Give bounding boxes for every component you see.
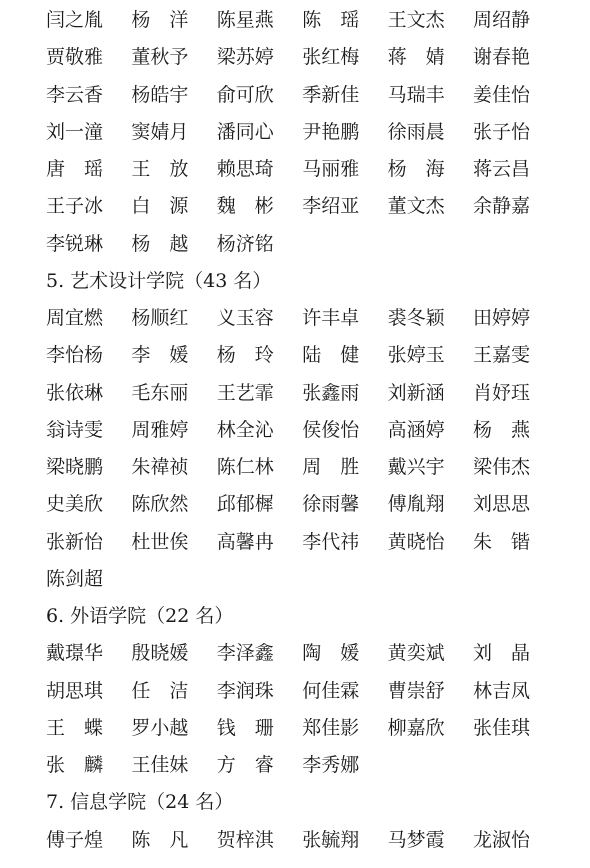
student-name: 王艺霏 xyxy=(216,381,274,404)
name-row xyxy=(0,750,590,780)
student-name: 李代祎 xyxy=(302,530,360,553)
student-name: 史美欣 xyxy=(46,493,104,516)
name-row xyxy=(0,489,590,519)
student-name: 柳嘉欣 xyxy=(387,716,445,739)
student-name: 刘思思 xyxy=(473,493,531,516)
name-row xyxy=(0,713,590,743)
student-name: 陈星燕 xyxy=(216,9,274,31)
student-name: 俞可欣 xyxy=(216,83,274,106)
student-name: 黄晓怡 xyxy=(387,530,445,553)
student-name: 陈仁林 xyxy=(216,456,274,478)
student-name: 王佳妹 xyxy=(131,754,189,776)
student-name: 许丰卓 xyxy=(302,307,360,329)
student-name: 杨 海 xyxy=(387,158,445,180)
student-name: 钱 珊 xyxy=(216,716,274,739)
student-name: 马丽雅 xyxy=(302,158,360,180)
name-row xyxy=(0,117,590,147)
student-name: 李 媛 xyxy=(131,344,189,367)
student-name: 陆 健 xyxy=(302,344,360,367)
section-heading: 7. 信息学院（24 名） xyxy=(46,791,234,814)
student-name: 刘新涵 xyxy=(387,381,445,404)
student-name: 杨济铭 xyxy=(216,232,274,255)
name-row xyxy=(0,564,590,594)
student-name: 张佳琪 xyxy=(473,716,531,739)
name-row xyxy=(0,452,590,482)
name-row xyxy=(0,527,590,557)
student-name: 林全沁 xyxy=(216,418,274,441)
student-name: 郑佳影 xyxy=(302,716,360,739)
student-name: 杨 玲 xyxy=(216,344,274,367)
name-row xyxy=(0,80,590,110)
student-name: 唐 瑶 xyxy=(46,158,104,180)
student-name: 徐雨晨 xyxy=(387,120,445,143)
student-name: 张子怡 xyxy=(473,120,531,143)
student-name: 马梦霞 xyxy=(387,828,445,851)
student-name: 周宜燃 xyxy=(46,307,104,329)
student-name: 闫之胤 xyxy=(46,9,104,31)
student-name: 朱 锴 xyxy=(473,530,531,553)
student-name: 魏 彬 xyxy=(216,195,274,218)
student-name: 陈剑超 xyxy=(46,567,104,590)
name-row xyxy=(0,154,590,184)
student-name: 侯俊怡 xyxy=(302,418,360,441)
student-name: 义玉容 xyxy=(216,307,274,329)
student-name: 窦婧月 xyxy=(131,120,189,143)
student-name: 王文杰 xyxy=(387,9,445,31)
student-name: 殷晓媛 xyxy=(131,642,189,665)
student-name: 戴兴宇 xyxy=(387,456,445,478)
name-row xyxy=(0,42,590,72)
student-name: 贺梓淇 xyxy=(216,828,274,851)
student-name: 傅子煌 xyxy=(46,828,104,851)
student-name: 陈 瑶 xyxy=(302,9,360,31)
student-name: 周雅婷 xyxy=(131,418,189,441)
student-name: 周绍静 xyxy=(473,9,531,31)
name-row xyxy=(0,638,590,668)
student-name: 杨 燕 xyxy=(473,418,531,441)
student-name: 曹崇舒 xyxy=(387,679,445,702)
student-name: 张毓翔 xyxy=(302,828,360,851)
student-name: 张依琳 xyxy=(46,381,104,404)
student-name: 李秀娜 xyxy=(302,754,360,776)
student-name: 裘冬颖 xyxy=(387,307,445,329)
student-name: 龙淑怡 xyxy=(473,828,531,851)
student-name: 马瑞丰 xyxy=(387,83,445,106)
name-row xyxy=(0,676,590,706)
student-name: 肖妤珏 xyxy=(473,381,531,404)
student-name: 高馨冉 xyxy=(216,530,274,553)
student-name: 黄奕斌 xyxy=(387,642,445,665)
student-name: 陈 凡 xyxy=(131,828,189,851)
name-row xyxy=(0,378,590,408)
student-name: 董文杰 xyxy=(387,195,445,218)
name-row xyxy=(0,229,590,259)
student-name: 张婷玉 xyxy=(387,344,445,367)
student-name: 白 源 xyxy=(131,195,189,218)
student-name: 蒋 婧 xyxy=(387,46,445,69)
name-row xyxy=(0,340,590,370)
student-name: 傅胤翔 xyxy=(387,493,445,516)
student-name: 张 麟 xyxy=(46,754,104,776)
student-name: 李云香 xyxy=(46,83,104,106)
student-name: 翁诗雯 xyxy=(46,418,104,441)
student-name: 贾敬雅 xyxy=(46,46,104,69)
student-name: 梁晓鹏 xyxy=(46,456,104,478)
section-heading-row xyxy=(0,787,590,817)
student-name: 谢春艳 xyxy=(473,46,531,69)
student-name: 张鑫雨 xyxy=(302,381,360,404)
student-name: 蒋云昌 xyxy=(473,158,531,180)
student-name: 田婷婷 xyxy=(473,307,531,329)
student-name: 林吉凤 xyxy=(473,679,531,702)
student-name: 李绍亚 xyxy=(302,195,360,218)
student-name: 周 胜 xyxy=(302,456,360,478)
student-name: 毛东丽 xyxy=(131,381,189,404)
student-name: 杨皓宇 xyxy=(131,83,189,106)
name-row xyxy=(0,825,590,855)
student-name: 胡思琪 xyxy=(46,679,104,702)
name-row xyxy=(0,303,590,333)
student-name: 潘同心 xyxy=(216,120,274,143)
student-name: 戴璟华 xyxy=(46,642,104,665)
student-name: 梁苏婷 xyxy=(216,46,274,69)
student-name: 李泽鑫 xyxy=(216,642,274,665)
student-name: 赖思琦 xyxy=(216,158,274,180)
section-heading-row xyxy=(0,601,590,631)
student-name: 王 放 xyxy=(131,158,189,180)
student-name: 王 蝶 xyxy=(46,716,104,739)
student-name: 杜世俟 xyxy=(131,530,189,553)
student-name: 邱郁樨 xyxy=(216,493,274,516)
student-name: 任 洁 xyxy=(131,679,189,702)
student-name: 余静嘉 xyxy=(473,195,531,218)
student-name: 尹艳鹏 xyxy=(302,120,360,143)
student-name: 李锐琳 xyxy=(46,232,104,255)
student-name: 何佳霖 xyxy=(302,679,360,702)
student-name: 刘一潼 xyxy=(46,120,104,143)
section-heading-row xyxy=(0,266,590,296)
student-name: 刘 晶 xyxy=(473,642,531,665)
student-name: 方 睿 xyxy=(216,754,274,776)
section-heading: 6. 外语学院（22 名） xyxy=(46,605,234,627)
student-name: 季新佳 xyxy=(302,83,360,106)
name-row xyxy=(0,191,590,221)
student-name: 杨 越 xyxy=(131,232,189,255)
student-name: 徐雨馨 xyxy=(302,493,360,516)
student-name: 张红梅 xyxy=(302,46,360,69)
name-row xyxy=(0,415,590,445)
student-name: 罗小越 xyxy=(131,716,189,739)
student-name: 杨 洋 xyxy=(131,9,189,31)
student-name: 董秋予 xyxy=(131,46,189,69)
student-name: 王嘉雯 xyxy=(473,344,531,367)
student-name: 杨顺红 xyxy=(131,307,189,329)
student-name: 高涵婷 xyxy=(387,418,445,441)
student-name: 梁伟杰 xyxy=(473,456,531,478)
student-name: 李怡杨 xyxy=(46,344,104,367)
student-name: 姜佳怡 xyxy=(473,83,531,106)
student-name: 陈欣然 xyxy=(131,493,189,516)
student-name: 陶 媛 xyxy=(302,642,360,665)
name-row xyxy=(0,5,590,35)
student-name: 张新怡 xyxy=(46,530,104,553)
section-heading: 5. 艺术设计学院（43 名） xyxy=(46,269,272,292)
student-name: 李润珠 xyxy=(216,679,274,702)
student-name: 王子冰 xyxy=(46,195,104,218)
student-name: 朱禕祯 xyxy=(131,456,189,478)
